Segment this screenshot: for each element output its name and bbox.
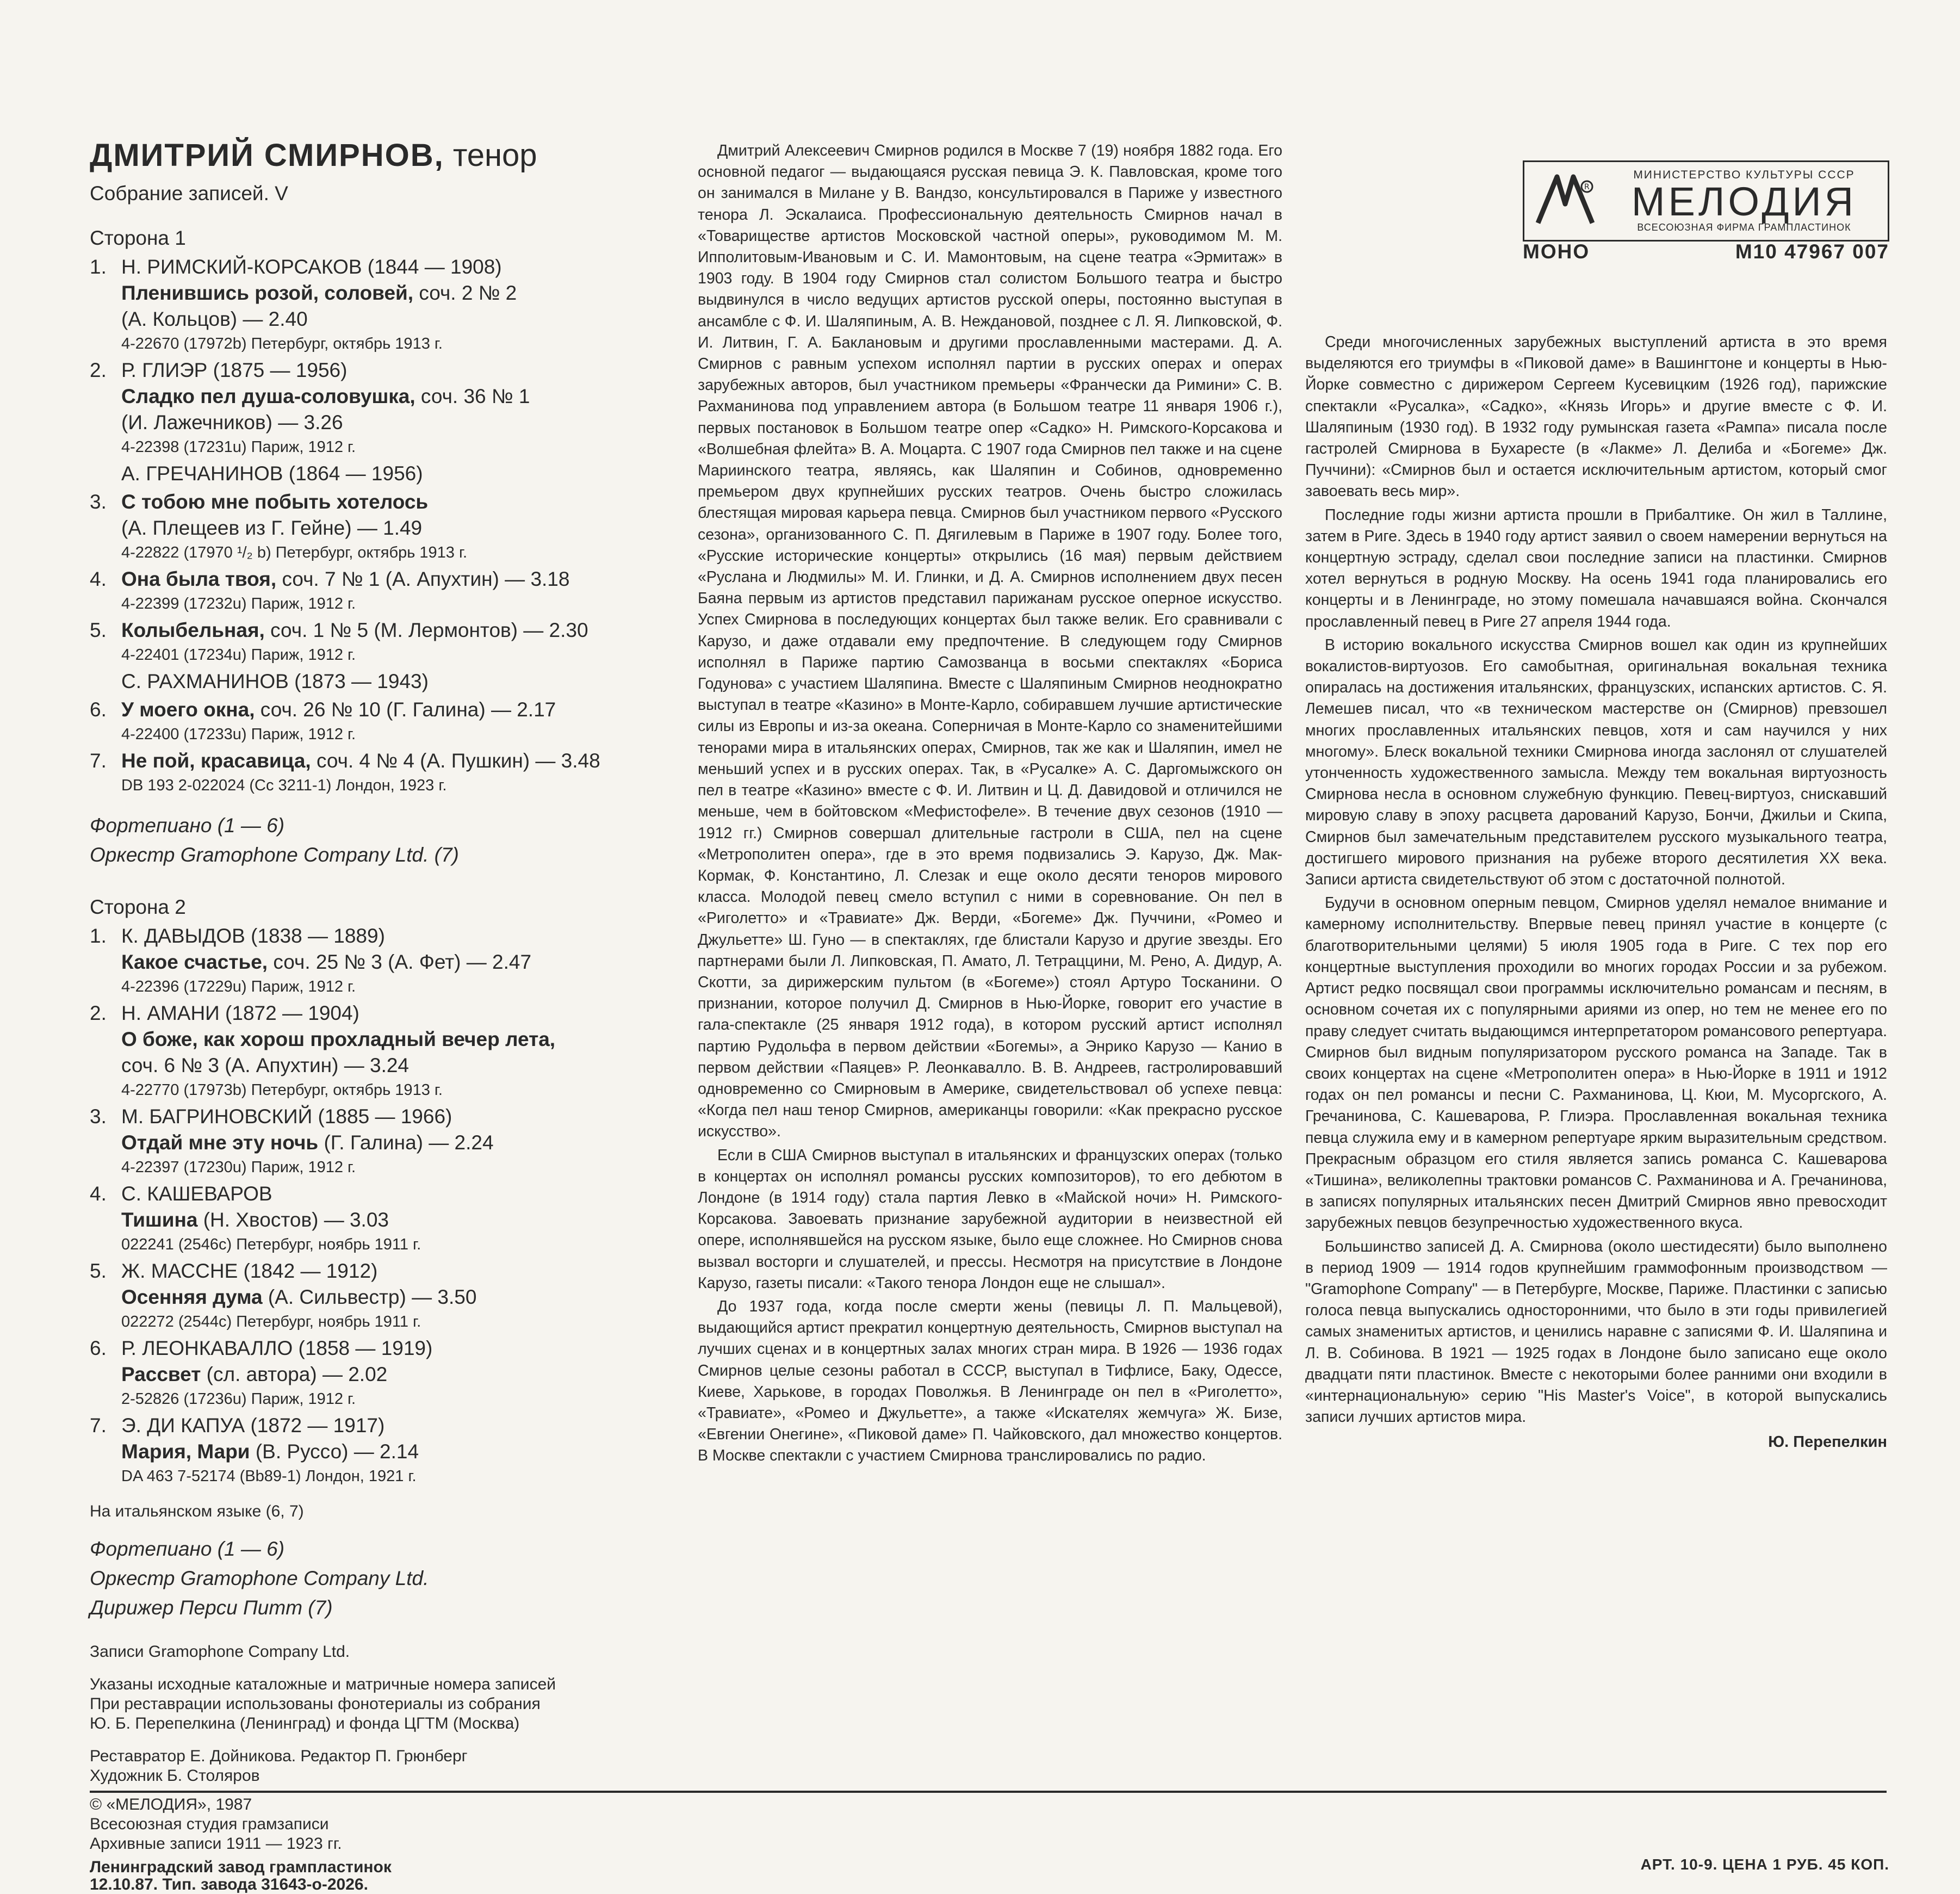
track-title-rest: (Н. Хвостов) — 3.03 — [197, 1209, 389, 1231]
track-catalog: 4-22400 (17233u) Париж, 1912 г. — [121, 726, 356, 743]
track-item — [90, 923, 677, 998]
side-2-orchestra-credit: Оркестр Gramophone Company Ltd. — [90, 1567, 429, 1589]
track-item — [90, 357, 677, 459]
melodiya-emblem-icon — [1524, 162, 1606, 240]
side-2-piano-credit: Фортепиано (1 — 6) — [90, 1538, 285, 1560]
track-number: 1. — [90, 925, 107, 947]
track-composer: М. БАГРИНОВСКИЙ (1885 — 1966) — [121, 1105, 452, 1128]
track-item — [90, 254, 677, 355]
biography-paragraph: Будучи в основном оперным певцом, Смирнов уделял немалое внимание и камерному исполнительству. Впервые певец принял участие в концерте (с благотворительными целями) 5 июля 1905 года в Риге. С тех пор его концертные выступления проходили во многих городах России и за рубежом. Артист редко посвящал свои программы исключительно романсам и песням, в основном сочетая их с популярными ариями из опер, но тем не менее его по праву следует считать выдающимся интерпретатором романсового репертуара. Смирнов был видным популяризатором русского романса на Западе. Так в своих концертах на сцене «Метрополитен опера» в Нью-Йорке в 1911 и 1912 годах он пел романсы и песни С. Рахманинова, Ц. Кюи, М. Мусоргского, А. Гречанинова, С. Кашеварова, Р. Глиэра. Прославленная вокальная техника певца служила ему и в камерном репертуаре ярким выразительным средством. Прекрасным образцом его стиля является запись романса С. Кашеварова «Тишина», великолепны трактовки романсов С. Рахманинова и А. Гречанинова, в записях популярных итальянских песен Дмитрий Смирнов явно превосходит зарубежных певцов безупречностью художественного вкуса. — [1305, 894, 1887, 1232]
track-title — [121, 568, 569, 590]
track-item — [90, 1413, 677, 1488]
mono-label: МОНО — [1523, 240, 1590, 263]
catalog-number: М10 47967 007 — [1735, 240, 1889, 263]
track-number: 3. — [90, 491, 107, 513]
track-catalog: 2-52826 (17236u) Париж, 1912 г. — [121, 1390, 356, 1408]
track-title — [121, 383, 677, 410]
track-catalog: 4-22399 (17232u) Париж, 1912 г. — [121, 595, 356, 612]
track-title-rest: соч. 36 № 1 — [415, 385, 530, 407]
track-item — [90, 1181, 677, 1256]
track-catalog: 4-22398 (17231u) Париж, 1912 г. — [121, 438, 356, 456]
track-title-bold: Тишина — [121, 1209, 198, 1231]
ministry-text: МИНИСТЕРСТВО КУЛЬТУРЫ СССР — [1633, 169, 1855, 181]
track-title-bold: Мария, Мари — [121, 1440, 250, 1463]
track-item — [90, 461, 677, 487]
track-title-bold: Колыбельная, — [121, 619, 265, 641]
track-title — [121, 1439, 677, 1465]
track-title-rest: соч. 26 № 10 (Г. Галина) — 2.17 — [255, 698, 556, 721]
biography-paragraph: Если в США Смирнов выступал в итальянских и французских операх (только в концертах он исполнял романсы русских композиторов), то его дебютом в Лондоне (в 1914 году) стала партия Левко в «Майской ночи» Н. Римского-Корсакова. Завоевать признание зарубежной аудитории в неизвестной ей опере, исполнявшейся на русском языке, было еще сложнее. Но Смирнов снова вызвал восторги и слушателей, и прессы. Несмотря на присутствие в Лондоне Карузо, газеты писали: «Такого тенора Лондон еще не слышал». — [698, 1146, 1282, 1292]
track-composer: Н. АМАНИ (1872 — 1904) — [121, 1002, 359, 1024]
track-title-bold: Какое счастье, — [121, 951, 268, 973]
track-line-2: соч. 6 № 3 (А. Апухтин) — 3.24 — [121, 1054, 410, 1076]
track-item — [90, 1258, 677, 1333]
biography-author: Ю. Перепелкин — [1768, 1433, 1887, 1451]
artist-credit: Художник Б. Столяров — [90, 1767, 260, 1785]
track-title-rest: (сл. автора) — 2.02 — [201, 1363, 388, 1385]
track-title-bold: Осенняя дума — [121, 1286, 263, 1308]
track-catalog: 4-22401 (17234u) Париж, 1912 г. — [121, 646, 356, 664]
track-title — [121, 1130, 677, 1156]
biography-column-2 — [1305, 332, 1887, 1451]
track-item — [90, 669, 677, 695]
track-item — [90, 748, 677, 797]
track-title — [121, 698, 556, 721]
track-number: 2. — [90, 1002, 107, 1024]
svg-text:R: R — [1584, 182, 1590, 191]
biography-paragraph: Большинство записей Д. А. Смирнова (около шестидесяти) было выполнено в период 1909 — 1914 годов крупнейшим граммофонным производством — "Gramophone Company" — в Петербурге, Москве, Париже. Пластинки с записью голоса певца выпускались односторонними, что было в эти годы привилегией самых знаменитых артистов, и ценились наравне с записями Ф. И. Шаляпина и Л. В. Собинова. В 1921 — 1925 годах в Лондоне было записано еще около двадцати пяти пластинок. Вместе с некоторыми более ранними они входили в «интернациональную» серию "His Master's Voice", в которой выпускались записи лучших артистов мира. — [1305, 1237, 1887, 1426]
side-1-track-list — [90, 254, 677, 797]
footer-divider — [90, 1791, 1887, 1793]
track-title-rest: (В. Руссо) — 2.14 — [250, 1440, 419, 1463]
track-title — [121, 491, 428, 513]
track-number: 4. — [90, 568, 107, 590]
track-title-rest: соч. 2 № 2 — [413, 282, 517, 304]
melodiya-logo — [1523, 160, 1889, 242]
track-title-bold: С тобою мне побыть хотелось — [121, 491, 429, 513]
track-composer: Р. ГЛИЭР (1875 — 1956) — [121, 359, 348, 381]
track-composer: Н. РИМСКИЙ-КОРСАКОВ (1844 — 1908) — [121, 256, 502, 278]
track-catalog: 4-22670 (17972b) Петербург, октябрь 1913 г. — [121, 335, 443, 352]
track-catalog: 4-22822 (17970 ¹/₂ b) Петербург, октябрь 1913 г. — [121, 544, 468, 561]
track-line-2: (И. Лажечников) — 3.26 — [121, 411, 343, 434]
track-number: 2. — [90, 359, 107, 381]
track-catalog: 4-22397 (17230u) Париж, 1912 г. — [121, 1159, 356, 1176]
biography-paragraph: Дмитрий Алексеевич Смирнов родился в Москве 7 (19) ноября 1882 года. Его основной педагог — выдающаяся русская певица Э. К. Павловская, кроме того он занимался в Милане у В. Вандзо, консультировался в Париже у известного тенора Л. Эскалаиса. Профессиональную деятельность Смирнов начал в «Товариществе артистов Московской частной оперы», руководимом М. М. Ипполитовым-Ивановым и С. И. Мамонтовым, на сцене театра «Эрмитаж» в 1903 году. В 1904 году Смирнов стал солистом Большого театра и быстро выдвинулся в число ведущих артистов русской оперы, постоянно выступая в ансамбле с Ф. И. Шаляпиным, А. В. Неждановой, позднее с Л. Я. Липковской, Ф. И. Литвин, Г. А. Баклановым и другими прославленными мастерами. Д. А. Смирнов с равным успехом исполнял партии в русских операх и операх зарубежных авторов, был участником премьеры «Франчески да Римини» С. В. Рахманинова под управлением автора (в Большом театре 11 января 1906 г.), первых постановок в Большом театре опер «Садко» Н. Римского-Корсакова и «Волшебная флейта» В. А. Моцарта. С 1907 года Смирнов пел также и на сцене Мариинского театра, являясь, как Шаляпин и Собинов, одновременно премьером двух крупнейших русских театров. Очень быстро сложилась блестящая мировая карьера певца. Смирнов был участником первого «Русского сезона», организованного С. П. Дягилевым в Париже в 1907 году. Более того, «Русские исторические концерты» открылись (16 мая) первым действием «Руслана и Людмилы» М. И. Глинки, и Д. А. Смирнов исполнением двух песен Баяна первым из артистов представил парижанам русское оперное искусство. Успех Смирнова в последующих концертах был также велик. Его сравнивали с Карузо, и даже отдавали ему предпочтение. В следующем году Смирнов исполнял в Париже партию Самозванца в восьми спектаклях «Бориса Годунова» с участием Шаляпина. Вместе с Шаляпиным Смирнов неоднократно выступал в театре «Казино» в Монте-Карло, собиравшем лучшие артистические силы из Европы и из-за океана. Соперничая в Монте-Карло со знаменитейшими тенорами мира в итальянских операх, Смирнов, так же как и Шаляпин, имел не меньший успех и в русских операх. Так, в «Русалке» А. С. Даргомыжского он пел в театре «Казино» вместе с Ф. И. Литвин и Ц. Д. Давидовой и отличился не меньше, чем в бойтовском «Мефистофеле». В течение двух сезонов (1910 — 1912 гг.) Смирнов совершал длительные гастроли в США, пел на сцене «Метрополитен опера», где в это время подвизались Э. Карузо, Дж. Мак-Кормак, Ф. Константино, Л. Слезак и еще около десяти теноров мирового класса. Молодой певец смело вступил с ними в соревнование. Он пел в «Риголетто» и «Травиате» Дж. Верди, «Богеме» Дж. Пуччини, «Ромео и Джульетте» Ш. Гуно — в спектаклях, где блистали Карузо и другие звезды. Его партнерами были Л. Липковская, П. Амато, Л. Тетраццини, М. Рено, А. Дидур, А. Скотти, за дирижерским пультом (в «Богеме») стоял Артуро Тосканини. О признании, которое получил Д. Смирнов в Нью-Йорке, говорит его участие в гала-спектакле (25 января 1912 года), в котором русский артист исполнял партию Рудольфа в первом действии «Богемы», а Энрико Карузо — Канио в первом действии «Паяцев» Р. Леонкавалло. В. В. Андреев, гастролировавший одновременно со Смирновым в Америке, свидетельствовал об успехе певца: «Когда пел наш тенор Смирнов, американцы говорили: «Как прекрасно русское искусство». — [698, 142, 1282, 1141]
track-title-bold: Отдай мне эту ночь — [121, 1131, 319, 1154]
archive-years: Архивные записи 1911 — 1923 гг. — [90, 1835, 342, 1853]
track-title-rest: (Г. Галина) — 2.24 — [318, 1131, 494, 1154]
track-number: 5. — [90, 619, 107, 641]
side-1-label: Сторона 1 — [90, 227, 186, 249]
plant-name: Ленинградский завод грампластинок — [90, 1858, 392, 1876]
track-catalog: DA 463 7-52174 (Bb89-1) Лондон, 1921 г. — [121, 1468, 417, 1485]
track-catalog: 4-22770 (17973b) Петербург, октябрь 1913 г. — [121, 1081, 443, 1099]
track-item — [90, 617, 677, 666]
brand-text: МЕЛОДИЯ — [1631, 179, 1857, 224]
footer — [90, 1795, 392, 1894]
price: АРТ. 10-9. ЦЕНА 1 РУБ. 45 КОП. — [1640, 1856, 1889, 1873]
track-composer: Р. ЛЕОНКАВАЛЛО (1858 — 1919) — [121, 1337, 433, 1359]
records-note: Записи Gramophone Company Ltd. — [90, 1643, 350, 1661]
collection-subtitle: Собрание записей. V — [90, 182, 288, 205]
track-title-rest: соч. 7 № 1 (А. Апухтин) — 3.18 — [276, 568, 570, 590]
page-title — [90, 133, 677, 178]
print-info: 12.10.87. Тип. завода 31643-о-2026. — [90, 1876, 368, 1893]
track-title-rest: соч. 25 № 3 (А. Фет) — 2.47 — [268, 951, 532, 973]
track-number: 1. — [90, 256, 107, 278]
track-composer: С. РАХМАНИНОВ (1873 — 1943) — [121, 670, 429, 692]
track-item — [90, 1000, 677, 1101]
track-title — [121, 1207, 677, 1233]
track-title-bold: Она была твоя, — [121, 568, 277, 590]
track-line-2: (А. Плещеев из Г. Гейне) — 1.49 — [121, 517, 423, 539]
side-2-track-list — [90, 923, 677, 1488]
track-item — [90, 697, 677, 746]
track-item — [90, 566, 677, 615]
track-title — [121, 949, 677, 975]
track-composer: Ж. МАССНЕ (1842 — 1912) — [121, 1260, 378, 1282]
track-title — [121, 1026, 677, 1053]
track-composer: С. КАШЕВАРОВ — [121, 1183, 272, 1205]
firm-text: ВСЕСОЮЗНАЯ ФИРМА ГРАМПЛАСТИНОК — [1637, 222, 1851, 233]
track-title — [121, 619, 588, 641]
side-2-label: Сторона 2 — [90, 896, 186, 918]
track-number: 6. — [90, 1337, 107, 1359]
tracklist-column — [90, 133, 677, 1786]
biography-paragraph: Последние годы жизни артиста прошли в Прибалтике. Он жил в Таллине, затем в Риге. Здесь в 1940 году артист заявил о своем намерении вернуться на концертную эстраду, сделал свои последние записи на пластинки. Смирнов хотел вернуться в родную Москву. На осень 1941 года планировались его концерты и в Ленинграде, но этому помешала начавшаяся война. Скончался прославленный певец в Риге 27 апреля 1944 года. — [1305, 506, 1887, 630]
catalog-note-line-1: Указаны исходные каталожные и матричные номера записей — [90, 1675, 556, 1693]
biography-paragraph: Среди многочисленных зарубежных выступлений артиста в это время выделяются его триумфы в «Пиковой даме» в Вашингтоне и концерты в Нью-Йорке совместно с дирижером Сергеем Кусевицким (1926 год), парижские спектакли «Русалка», «Садко», «Князь Игорь» и другие вместе с Ф. И. Шаляпиным (1930 год). В 1932 году румынская газета «Рампа» писала после гастролей Смирнова в Бухаресте (в «Лакме» Л. Делиба и «Богеме» Дж. Пуччини): «Смирнов был и остается исключительным артистом, который смог завоевать весь мир». — [1305, 333, 1887, 500]
track-catalog: 4-22396 (17229u) Париж, 1912 г. — [121, 978, 356, 995]
track-number: 7. — [90, 750, 107, 772]
biography-paragraph: До 1937 года, когда после смерти жены (певицы Л. П. Мальцевой), выдающийся артист прекратил концертную деятельность, Смирнов выступал на лучших сценах и в концертных залах многих стран мира. В 1926 — 1936 годах Смирнов целые сезоны работал в СССР, выступал в Тифлисе, Баку, Одессе, Киеве, Харькове, в городах Поволжья. В Ленинграде он пел в «Риголетто», «Травиате», «Ромео и Джульетте», а также «Искателях жемчуга» Ж. Бизе, «Евгении Онегине», «Пиковой даме» П. Чайковского, дал множество концертов. В Москве спектакли с участием Смирнова транслировались по радио. — [698, 1297, 1282, 1465]
track-title-bold: Пленившись розой, соловей, — [121, 282, 414, 304]
voice-type: тенор — [444, 138, 537, 173]
track-number: 7. — [90, 1414, 107, 1437]
track-title — [121, 1361, 677, 1388]
track-composer: Э. ДИ КАПУА (1872 — 1917) — [121, 1414, 385, 1437]
catalog-note-line-2: При реставрации использованы фонотериалы из собрания — [90, 1695, 541, 1713]
track-title — [121, 750, 600, 772]
track-title-bold: Сладко пел душа-соловушка, — [121, 385, 415, 407]
track-item — [90, 489, 677, 564]
track-title-rest: (А. Сильвестр) — 3.50 — [262, 1286, 477, 1308]
copyright: © «МЕЛОДИЯ», 1987 — [90, 1796, 252, 1813]
studio: Всесоюзная студия грамзаписи — [90, 1815, 329, 1833]
conductor-credit: Дирижер Перси Питт (7) — [90, 1596, 333, 1619]
language-note: На итальянском языке (6, 7) — [90, 1502, 304, 1520]
track-title — [121, 1284, 677, 1310]
track-catalog: 022272 (2544c) Петербург, ноябрь 1911 г. — [121, 1313, 421, 1330]
track-composer: А. ГРЕЧАНИНОВ (1864 — 1956) — [121, 462, 423, 485]
catalog-note-line-3: Ю. Б. Перепелкина (Ленинград) и фонда ЦГТМ (Москва) — [90, 1714, 520, 1732]
track-title-bold: Рассвет — [121, 1363, 201, 1385]
track-title-rest: соч. 4 № 4 (А. Пушкин) — 3.48 — [311, 750, 600, 772]
track-catalog: 022241 (2546c) Петербург, ноябрь 1911 г. — [121, 1236, 421, 1253]
track-composer: К. ДАВЫДОВ (1838 — 1889) — [121, 925, 385, 947]
biography-paragraph: В историю вокального искусства Смирнов вошел как один из крупнейших вокалистов-виртуозов. Его самобытная, оригинальная вокальная техника опиралась на достижения итальянских, французских, испанских артистов. С. Я. Лемешев писал, что «в техническом мастерстве он (Смирнов) превзошел многих прославленных итальянских певцов, хотя и сам научился у них многому». Блеск вокальной техники Смирнова иногда заслонял от слушателей утонченность художественного замысла. Между тем вокальная виртуозность Смирнова несла в основном служебную функцию. Певец-виртуоз, снискавший мировую славу в эпоху расцвета дарований Карузо, Бончи, Джильи и Скипа, Смирнов был замечательным представителем русского музыкального театра, достигшего мирового признания на рубеже второго десятилетия XX века. Записи артиста свидетельствуют об этом с достаточной полнотой. — [1305, 636, 1887, 889]
track-number: 6. — [90, 698, 107, 721]
track-number: 4. — [90, 1183, 107, 1205]
track-title-rest: соч. 1 № 5 (М. Лермонтов) — 2.30 — [264, 619, 588, 641]
track-catalog: DB 193 2-022024 (Cc 3211-1) Лондон, 1923 г. — [121, 777, 447, 794]
track-number: 5. — [90, 1260, 107, 1282]
side-1-piano-credit: Фортепиано (1 — 6) — [90, 814, 285, 837]
track-title — [121, 280, 677, 306]
track-line-2: (А. Кольцов) — 2.40 — [121, 308, 308, 330]
biography-column-1 — [698, 140, 1282, 1467]
track-number: 3. — [90, 1105, 107, 1128]
restorer-credit: Реставратор Е. Дойникова. Редактор П. Грюнберг — [90, 1747, 468, 1765]
track-item — [90, 1335, 677, 1410]
track-item — [90, 1104, 677, 1179]
track-title-bold: У моего окна, — [121, 698, 255, 721]
track-title-bold: Не пой, красавица, — [121, 750, 311, 772]
artist-name: ДМИТРИЙ СМИРНОВ, — [90, 138, 444, 173]
track-title-bold: О боже, как хорош прохладный вечер лета, — [121, 1028, 556, 1050]
side-1-orchestra-credit: Оркестр Gramophone Company Ltd. (7) — [90, 844, 459, 866]
